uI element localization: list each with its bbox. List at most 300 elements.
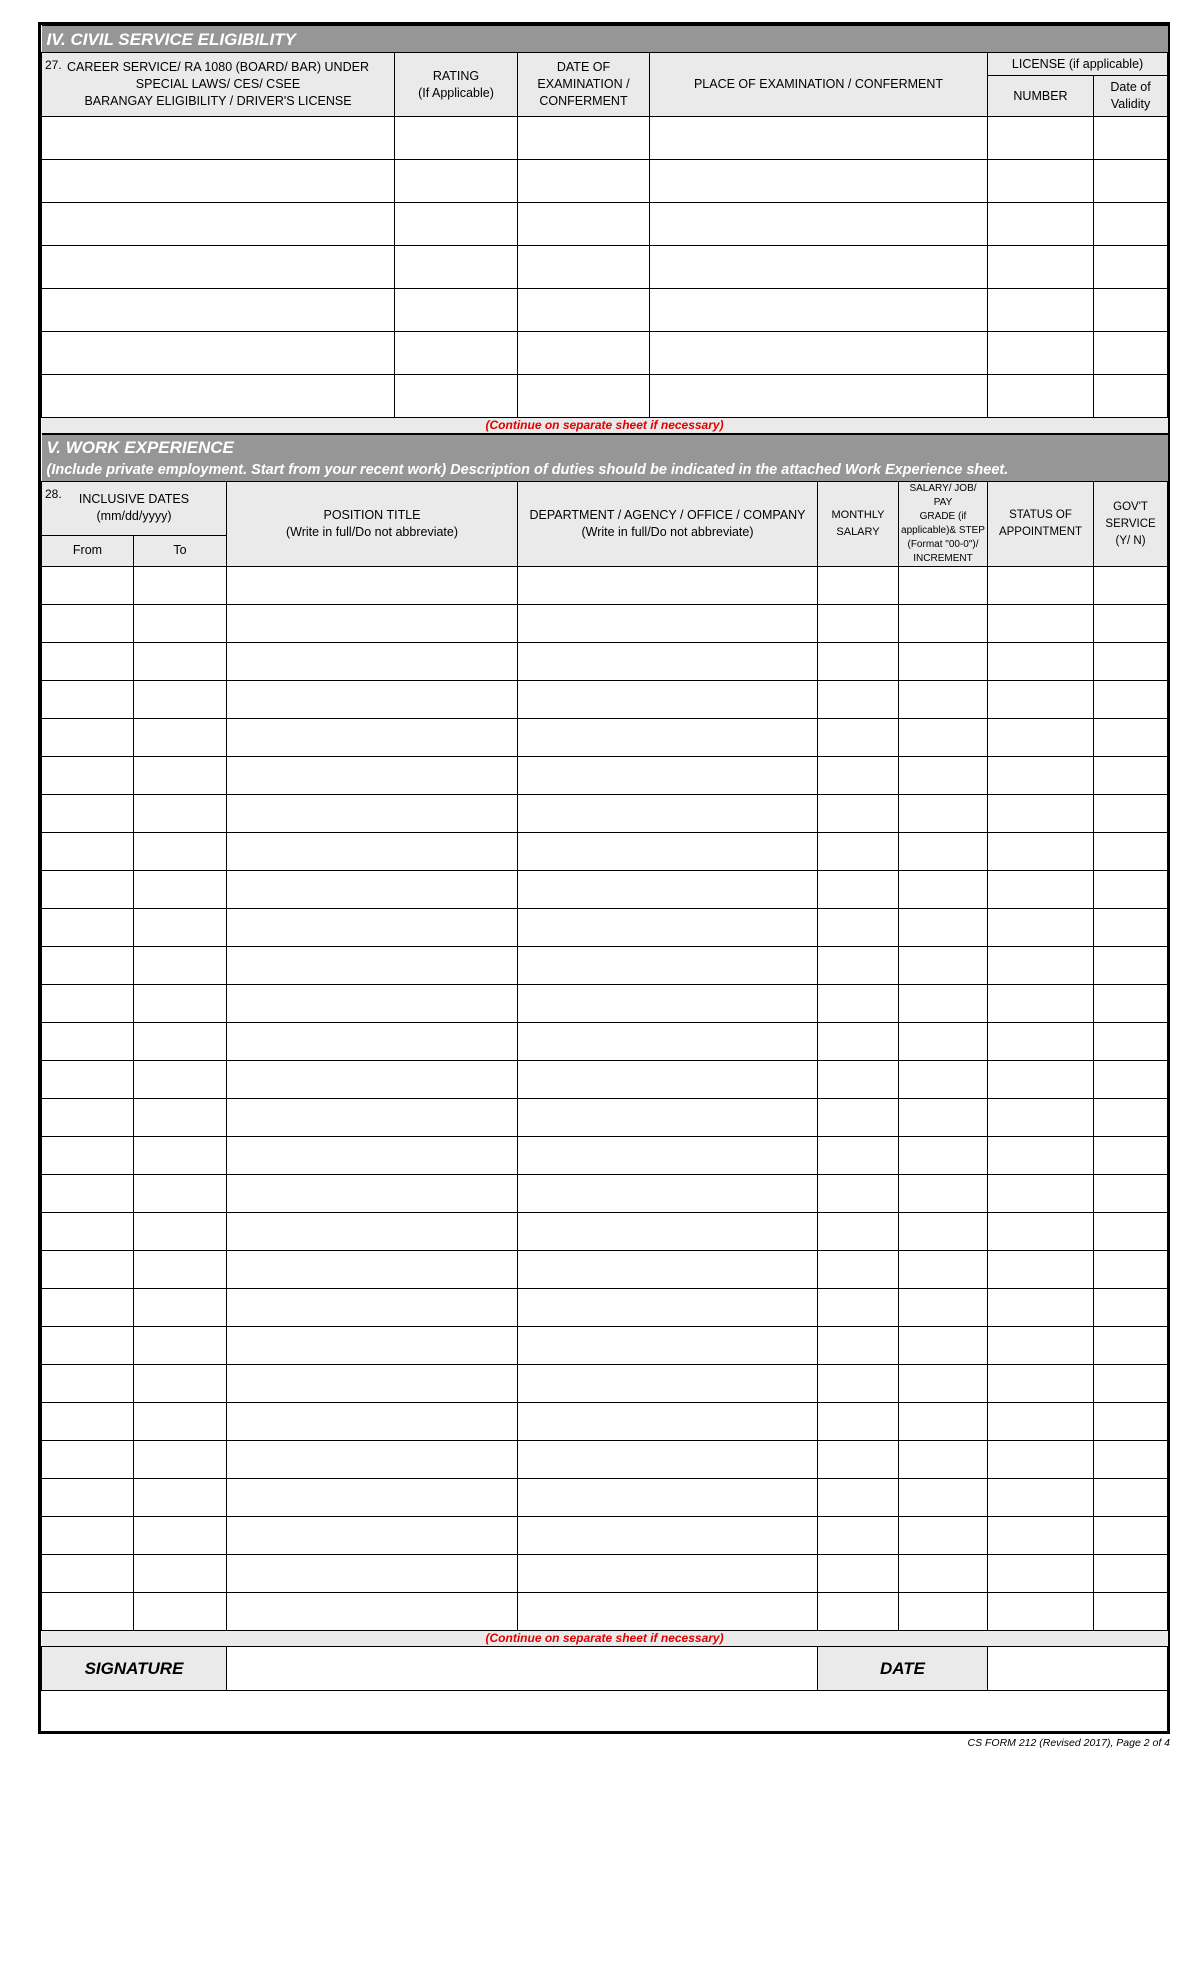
work-experience-cell[interactable] <box>227 1479 518 1517</box>
work-experience-cell[interactable] <box>134 1137 227 1175</box>
work-experience-cell[interactable] <box>818 605 899 643</box>
eligibility-row <box>42 160 1168 203</box>
work-experience-cell[interactable] <box>227 1403 518 1441</box>
eligibility-cell[interactable] <box>650 246 988 289</box>
work-experience-cell[interactable] <box>42 909 134 947</box>
work-experience-cell[interactable] <box>1094 871 1168 909</box>
from-header: From <box>42 535 134 566</box>
work-experience-cell[interactable] <box>818 947 899 985</box>
work-experience-cell[interactable] <box>818 567 899 605</box>
work-experience-cell[interactable] <box>899 1213 988 1251</box>
work-experience-cell[interactable] <box>1094 1441 1168 1479</box>
work-experience-cell[interactable] <box>988 1099 1094 1137</box>
eligibility-cell[interactable] <box>42 117 395 160</box>
work-experience-cell[interactable] <box>988 1289 1094 1327</box>
eligibility-cell[interactable] <box>518 160 650 203</box>
work-experience-table <box>41 434 1168 1691</box>
eligibility-cell[interactable] <box>988 375 1094 418</box>
work-experience-cell[interactable] <box>1094 833 1168 871</box>
work-experience-cell[interactable] <box>1094 1555 1168 1593</box>
work-experience-cell[interactable] <box>42 1099 134 1137</box>
status-header: STATUS OF APPOINTMENT <box>988 482 1094 567</box>
eligibility-cell[interactable] <box>518 246 650 289</box>
work-experience-cell[interactable] <box>818 1441 899 1479</box>
work-experience-cell[interactable] <box>134 1517 227 1555</box>
work-experience-cell[interactable] <box>899 567 988 605</box>
work-experience-cell[interactable] <box>818 681 899 719</box>
eligibility-cell[interactable] <box>518 375 650 418</box>
work-experience-cell[interactable] <box>518 681 818 719</box>
work-experience-cell[interactable] <box>227 1593 518 1631</box>
work-experience-cell[interactable] <box>818 909 899 947</box>
work-experience-cell[interactable] <box>988 909 1094 947</box>
eligibility-cell[interactable] <box>988 289 1094 332</box>
work-experience-cell[interactable] <box>988 567 1094 605</box>
work-experience-cell[interactable] <box>1094 1365 1168 1403</box>
work-experience-cell[interactable] <box>227 1289 518 1327</box>
work-experience-cell[interactable] <box>818 1555 899 1593</box>
work-experience-cell[interactable] <box>1094 1099 1168 1137</box>
work-experience-cell[interactable] <box>899 909 988 947</box>
work-experience-cell[interactable] <box>988 681 1094 719</box>
work-experience-cell[interactable] <box>518 567 818 605</box>
work-experience-cell[interactable] <box>818 1403 899 1441</box>
work-experience-cell[interactable] <box>899 833 988 871</box>
work-experience-row <box>42 1137 1168 1175</box>
eligibility-cell[interactable] <box>1094 160 1168 203</box>
work-experience-cell[interactable] <box>899 1517 988 1555</box>
work-experience-cell[interactable] <box>899 719 988 757</box>
work-experience-cell[interactable] <box>1094 1327 1168 1365</box>
work-experience-cell[interactable] <box>134 757 227 795</box>
eligibility-cell[interactable] <box>518 117 650 160</box>
work-experience-cell[interactable] <box>518 1517 818 1555</box>
work-experience-row <box>42 605 1168 643</box>
work-experience-cell[interactable] <box>227 1327 518 1365</box>
work-experience-cell[interactable] <box>1094 719 1168 757</box>
work-experience-cell[interactable] <box>518 1137 818 1175</box>
eligibility-cell[interactable] <box>395 375 518 418</box>
work-experience-cell[interactable] <box>518 985 818 1023</box>
work-experience-cell[interactable] <box>1094 947 1168 985</box>
work-experience-cell[interactable] <box>518 1403 818 1441</box>
work-experience-cell[interactable] <box>988 985 1094 1023</box>
work-experience-cell[interactable] <box>1094 1593 1168 1631</box>
work-experience-cell[interactable] <box>42 1555 134 1593</box>
work-experience-cell[interactable] <box>1094 643 1168 681</box>
work-experience-cell[interactable] <box>227 871 518 909</box>
work-experience-cell[interactable] <box>988 1175 1094 1213</box>
work-experience-cell[interactable] <box>988 795 1094 833</box>
eligibility-cell[interactable] <box>518 289 650 332</box>
work-experience-cell[interactable] <box>42 1137 134 1175</box>
work-experience-cell[interactable] <box>134 1327 227 1365</box>
work-experience-cell[interactable] <box>899 871 988 909</box>
work-experience-cell[interactable] <box>899 1479 988 1517</box>
work-experience-cell[interactable] <box>227 947 518 985</box>
work-experience-cell[interactable] <box>227 1555 518 1593</box>
work-experience-cell[interactable] <box>42 947 134 985</box>
work-experience-cell[interactable] <box>227 1175 518 1213</box>
work-experience-cell[interactable] <box>518 947 818 985</box>
work-experience-cell[interactable] <box>818 985 899 1023</box>
work-experience-cell[interactable] <box>899 1327 988 1365</box>
work-experience-cell[interactable] <box>899 681 988 719</box>
work-experience-cell[interactable] <box>988 1327 1094 1365</box>
work-experience-cell[interactable] <box>227 1251 518 1289</box>
work-experience-cell[interactable] <box>1094 681 1168 719</box>
work-experience-row <box>42 1403 1168 1441</box>
work-experience-cell[interactable] <box>227 757 518 795</box>
work-experience-cell[interactable] <box>42 1251 134 1289</box>
work-experience-cell[interactable] <box>134 871 227 909</box>
work-experience-cell[interactable] <box>134 909 227 947</box>
work-experience-cell[interactable] <box>1094 1213 1168 1251</box>
work-experience-cell[interactable] <box>134 567 227 605</box>
work-experience-row <box>42 1023 1168 1061</box>
eligibility-row <box>42 246 1168 289</box>
eligibility-cell[interactable] <box>1094 289 1168 332</box>
work-experience-cell[interactable] <box>518 1327 818 1365</box>
work-experience-cell[interactable] <box>518 1365 818 1403</box>
work-experience-cell[interactable] <box>899 1555 988 1593</box>
eligibility-cell[interactable] <box>650 117 988 160</box>
eligibility-cell[interactable] <box>395 289 518 332</box>
work-experience-cell[interactable] <box>1094 1251 1168 1289</box>
salary-header: MONTHLY SALARY <box>818 482 899 567</box>
work-experience-cell[interactable] <box>518 1289 818 1327</box>
work-experience-cell[interactable] <box>42 1175 134 1213</box>
work-experience-cell[interactable] <box>818 719 899 757</box>
work-experience-cell[interactable] <box>42 1517 134 1555</box>
work-experience-cell[interactable] <box>988 1251 1094 1289</box>
work-experience-cell[interactable] <box>1094 757 1168 795</box>
eligibility-cell[interactable] <box>42 160 395 203</box>
work-experience-cell[interactable] <box>134 985 227 1023</box>
eligibility-cell[interactable] <box>988 160 1094 203</box>
work-experience-cell[interactable] <box>988 1555 1094 1593</box>
work-experience-cell[interactable] <box>899 1061 988 1099</box>
work-experience-cell[interactable] <box>134 795 227 833</box>
work-experience-cell[interactable] <box>227 795 518 833</box>
work-experience-cell[interactable] <box>227 1365 518 1403</box>
work-experience-cell[interactable] <box>134 1365 227 1403</box>
work-experience-cell[interactable] <box>134 1175 227 1213</box>
work-experience-cell[interactable] <box>1094 1517 1168 1555</box>
work-experience-row <box>42 1479 1168 1517</box>
work-experience-cell[interactable] <box>518 1441 818 1479</box>
work-experience-cell[interactable] <box>227 1023 518 1061</box>
work-experience-cell[interactable] <box>818 1289 899 1327</box>
work-experience-cell[interactable] <box>988 757 1094 795</box>
work-experience-cell[interactable] <box>42 833 134 871</box>
eligibility-header: 27. CAREER SERVICE/ RA 1080 (BOARD/ BAR) UNDER SPECIAL LAWS/ CES/ CSEE BARANGAY ELIGIBILITY / DRIVER'S LICENSE <box>42 53 395 117</box>
work-experience-cell[interactable] <box>42 719 134 757</box>
eligibility-cell[interactable] <box>650 375 988 418</box>
eligibility-cell[interactable] <box>650 332 988 375</box>
work-experience-cell[interactable] <box>988 605 1094 643</box>
work-experience-cell[interactable] <box>988 871 1094 909</box>
work-experience-row <box>42 1441 1168 1479</box>
work-experience-cell[interactable] <box>42 1365 134 1403</box>
work-experience-cell[interactable] <box>899 1099 988 1137</box>
work-experience-cell[interactable] <box>42 1441 134 1479</box>
work-experience-row <box>42 1175 1168 1213</box>
work-experience-cell[interactable] <box>42 1403 134 1441</box>
work-experience-cell[interactable] <box>42 681 134 719</box>
eligibility-cell[interactable] <box>42 332 395 375</box>
work-experience-row <box>42 833 1168 871</box>
work-experience-cell[interactable] <box>518 1175 818 1213</box>
work-experience-cell[interactable] <box>899 985 988 1023</box>
work-experience-row <box>42 757 1168 795</box>
work-experience-cell[interactable] <box>134 1251 227 1289</box>
eligibility-cell[interactable] <box>988 203 1094 246</box>
work-experience-cell[interactable] <box>227 1137 518 1175</box>
work-experience-cell[interactable] <box>818 1137 899 1175</box>
work-experience-cell[interactable] <box>818 1479 899 1517</box>
work-experience-cell[interactable] <box>988 1441 1094 1479</box>
work-experience-cell[interactable] <box>899 1593 988 1631</box>
work-experience-cell[interactable] <box>134 1213 227 1251</box>
work-experience-cell[interactable] <box>518 795 818 833</box>
work-experience-cell[interactable] <box>134 947 227 985</box>
work-experience-row <box>42 1251 1168 1289</box>
work-experience-cell[interactable] <box>134 643 227 681</box>
work-experience-cell[interactable] <box>134 1289 227 1327</box>
work-experience-cell[interactable] <box>42 1593 134 1631</box>
work-experience-cell[interactable] <box>227 567 518 605</box>
work-experience-cell[interactable] <box>227 1517 518 1555</box>
work-experience-row <box>42 643 1168 681</box>
work-experience-cell[interactable] <box>227 833 518 871</box>
work-experience-cell[interactable] <box>988 719 1094 757</box>
department-header: DEPARTMENT / AGENCY / OFFICE / COMPANY (Write in full/Do not abbreviate) <box>518 482 818 567</box>
work-experience-cell[interactable] <box>988 1061 1094 1099</box>
work-experience-cell[interactable] <box>1094 1289 1168 1327</box>
eligibility-cell[interactable] <box>988 332 1094 375</box>
work-experience-cell[interactable] <box>227 1213 518 1251</box>
work-experience-cell[interactable] <box>42 757 134 795</box>
work-experience-cell[interactable] <box>899 1365 988 1403</box>
eligibility-cell[interactable] <box>1094 117 1168 160</box>
work-experience-cell[interactable] <box>518 1555 818 1593</box>
work-experience-cell[interactable] <box>134 1099 227 1137</box>
work-experience-cell[interactable] <box>42 795 134 833</box>
work-experience-cell[interactable] <box>134 1593 227 1631</box>
work-experience-cell[interactable] <box>1094 1061 1168 1099</box>
work-experience-cell[interactable] <box>899 947 988 985</box>
work-experience-cell[interactable] <box>988 1365 1094 1403</box>
eligibility-row <box>42 289 1168 332</box>
eligibility-row <box>42 332 1168 375</box>
eligibility-cell[interactable] <box>395 160 518 203</box>
work-experience-cell[interactable] <box>227 1099 518 1137</box>
work-experience-cell[interactable] <box>134 1555 227 1593</box>
civil-service-table <box>41 25 1168 434</box>
eligibility-cell[interactable] <box>988 246 1094 289</box>
work-experience-cell[interactable] <box>518 1099 818 1137</box>
work-experience-cell[interactable] <box>988 1023 1094 1061</box>
work-experience-cell[interactable] <box>134 605 227 643</box>
work-experience-cell[interactable] <box>1094 1175 1168 1213</box>
work-experience-cell[interactable] <box>988 1137 1094 1175</box>
work-experience-cell[interactable] <box>899 1175 988 1213</box>
work-experience-cell[interactable] <box>1094 985 1168 1023</box>
work-experience-cell[interactable] <box>518 719 818 757</box>
work-experience-cell[interactable] <box>899 1289 988 1327</box>
work-experience-cell[interactable] <box>42 605 134 643</box>
work-experience-cell[interactable] <box>899 1023 988 1061</box>
work-experience-cell[interactable] <box>518 1213 818 1251</box>
work-experience-cell[interactable] <box>42 567 134 605</box>
work-experience-cell[interactable] <box>227 719 518 757</box>
work-experience-cell[interactable] <box>818 1593 899 1631</box>
work-experience-cell[interactable] <box>818 1213 899 1251</box>
work-experience-row <box>42 1213 1168 1251</box>
signature-field[interactable] <box>227 1647 818 1691</box>
work-experience-cell[interactable] <box>818 833 899 871</box>
work-experience-cell[interactable] <box>42 1213 134 1251</box>
eligibility-cell[interactable] <box>650 160 988 203</box>
work-experience-cell[interactable] <box>818 1365 899 1403</box>
work-experience-cell[interactable] <box>818 871 899 909</box>
work-experience-cell[interactable] <box>227 681 518 719</box>
work-experience-cell[interactable] <box>42 643 134 681</box>
eligibility-cell[interactable] <box>395 246 518 289</box>
work-experience-cell[interactable] <box>818 1251 899 1289</box>
work-experience-cell[interactable] <box>818 1061 899 1099</box>
item-number: 27. <box>45 58 62 72</box>
work-experience-cell[interactable] <box>818 643 899 681</box>
work-experience-cell[interactable] <box>818 1327 899 1365</box>
work-experience-cell[interactable] <box>1094 567 1168 605</box>
work-experience-cell[interactable] <box>818 1517 899 1555</box>
work-experience-cell[interactable] <box>227 985 518 1023</box>
eligibility-cell[interactable] <box>395 203 518 246</box>
work-experience-cell[interactable] <box>1094 1479 1168 1517</box>
work-experience-cell[interactable] <box>899 757 988 795</box>
work-experience-cell[interactable] <box>1094 605 1168 643</box>
work-experience-cell[interactable] <box>518 833 818 871</box>
eligibility-cell[interactable] <box>1094 332 1168 375</box>
work-experience-cell[interactable] <box>818 795 899 833</box>
work-experience-cell[interactable] <box>899 605 988 643</box>
work-experience-cell[interactable] <box>42 1023 134 1061</box>
work-experience-cell[interactable] <box>42 1289 134 1327</box>
work-experience-cell[interactable] <box>899 1251 988 1289</box>
work-experience-cell[interactable] <box>1094 1023 1168 1061</box>
work-experience-cell[interactable] <box>818 1175 899 1213</box>
eligibility-cell[interactable] <box>650 289 988 332</box>
work-experience-cell[interactable] <box>1094 1403 1168 1441</box>
work-experience-cell[interactable] <box>42 1327 134 1365</box>
work-experience-cell[interactable] <box>42 871 134 909</box>
work-experience-cell[interactable] <box>134 1479 227 1517</box>
work-experience-cell[interactable] <box>42 1061 134 1099</box>
work-experience-cell[interactable] <box>988 643 1094 681</box>
work-experience-cell[interactable] <box>988 947 1094 985</box>
eligibility-cell[interactable] <box>42 246 395 289</box>
eligibility-cell[interactable] <box>988 117 1094 160</box>
work-experience-row <box>42 1289 1168 1327</box>
work-experience-cell[interactable] <box>134 681 227 719</box>
work-experience-cell[interactable] <box>134 1403 227 1441</box>
work-experience-cell[interactable] <box>227 605 518 643</box>
work-experience-row <box>42 719 1168 757</box>
work-experience-cell[interactable] <box>134 1061 227 1099</box>
work-experience-cell[interactable] <box>818 1099 899 1137</box>
item-number: 28. <box>45 487 62 501</box>
work-experience-cell[interactable] <box>227 1441 518 1479</box>
work-experience-cell[interactable] <box>1094 795 1168 833</box>
work-experience-cell[interactable] <box>818 1023 899 1061</box>
work-experience-cell[interactable] <box>518 1023 818 1061</box>
signature-label: SIGNATURE <box>42 1647 227 1691</box>
eligibility-cell[interactable] <box>518 332 650 375</box>
eligibility-cell[interactable] <box>518 203 650 246</box>
work-experience-cell[interactable] <box>134 1441 227 1479</box>
work-experience-cell[interactable] <box>1094 909 1168 947</box>
eligibility-cell[interactable] <box>1094 203 1168 246</box>
eligibility-cell[interactable] <box>650 203 988 246</box>
work-experience-cell[interactable] <box>518 757 818 795</box>
work-experience-cell[interactable] <box>134 719 227 757</box>
work-experience-cell[interactable] <box>518 643 818 681</box>
eligibility-cell[interactable] <box>42 289 395 332</box>
work-experience-cell[interactable] <box>518 1061 818 1099</box>
eligibility-cell[interactable] <box>42 203 395 246</box>
work-experience-cell[interactable] <box>988 1213 1094 1251</box>
inclusive-dates-header: 28. INCLUSIVE DATES (mm/dd/yyyy) <box>42 482 227 536</box>
work-experience-cell[interactable] <box>988 1517 1094 1555</box>
rating-header: RATING (If Applicable) <box>395 53 518 117</box>
work-experience-cell[interactable] <box>134 1023 227 1061</box>
work-experience-cell[interactable] <box>518 1479 818 1517</box>
work-experience-cell[interactable] <box>134 833 227 871</box>
work-experience-cell[interactable] <box>42 985 134 1023</box>
work-experience-cell[interactable] <box>818 757 899 795</box>
section-4-title: IV. CIVIL SERVICE ELIGIBILITY <box>42 26 1168 53</box>
work-experience-cell[interactable] <box>899 795 988 833</box>
work-experience-cell[interactable] <box>42 1479 134 1517</box>
work-experience-cell[interactable] <box>899 643 988 681</box>
work-experience-cell[interactable] <box>1094 1137 1168 1175</box>
work-experience-cell[interactable] <box>899 1137 988 1175</box>
work-experience-cell[interactable] <box>988 1479 1094 1517</box>
work-experience-cell[interactable] <box>227 909 518 947</box>
work-experience-cell[interactable] <box>988 1403 1094 1441</box>
work-experience-cell[interactable] <box>988 1593 1094 1631</box>
work-experience-cell[interactable] <box>899 1441 988 1479</box>
eligibility-cell[interactable] <box>395 117 518 160</box>
date-field[interactable] <box>988 1647 1168 1691</box>
work-experience-cell[interactable] <box>518 909 818 947</box>
work-experience-cell[interactable] <box>227 1061 518 1099</box>
eligibility-cell[interactable] <box>1094 246 1168 289</box>
exam-place-header: PLACE OF EXAMINATION / CONFERMENT <box>650 53 988 117</box>
work-experience-cell[interactable] <box>518 605 818 643</box>
eligibility-cell[interactable] <box>42 375 395 418</box>
eligibility-cell[interactable] <box>1094 375 1168 418</box>
work-experience-cell[interactable] <box>227 643 518 681</box>
work-experience-cell[interactable] <box>899 1403 988 1441</box>
eligibility-cell[interactable] <box>395 332 518 375</box>
work-experience-cell[interactable] <box>518 1593 818 1631</box>
work-experience-cell[interactable] <box>518 871 818 909</box>
work-experience-cell[interactable] <box>518 1251 818 1289</box>
work-experience-cell[interactable] <box>988 833 1094 871</box>
